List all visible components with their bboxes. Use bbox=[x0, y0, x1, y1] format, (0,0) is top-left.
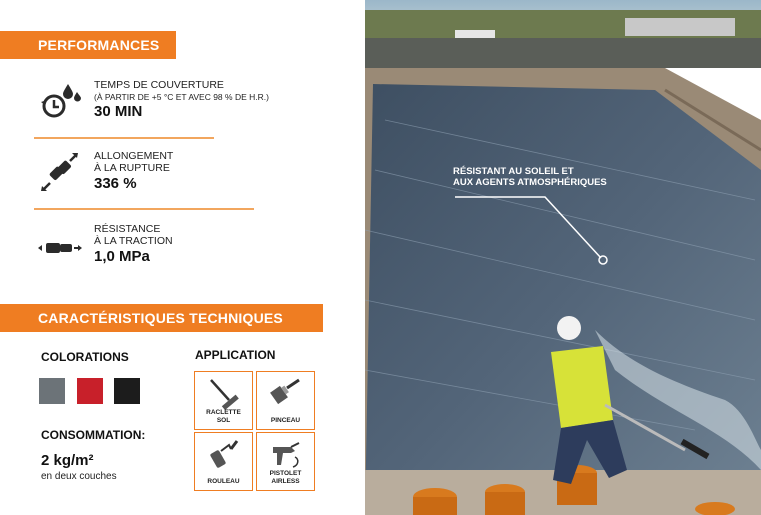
traction-label-1: RÉSISTANCE bbox=[94, 223, 161, 235]
separator bbox=[34, 208, 254, 210]
technical-sheet-panel bbox=[0, 0, 365, 515]
roof-application-photo bbox=[365, 0, 761, 515]
tool-roller bbox=[194, 432, 253, 491]
traction-icon bbox=[38, 224, 82, 268]
color-swatch-red bbox=[77, 378, 103, 404]
tool-paintbrush bbox=[256, 371, 315, 430]
consommation-value: 2 kg/m² bbox=[41, 452, 94, 469]
squeegee-icon bbox=[207, 378, 241, 410]
paint-roller-icon bbox=[207, 439, 241, 471]
clock-droplets-icon bbox=[38, 80, 82, 124]
tool-spray-gun bbox=[256, 432, 315, 491]
color-swatch-black bbox=[114, 378, 140, 404]
traction-label-2: À LA TRACTION bbox=[94, 234, 173, 247]
tool-label-1: ROULEAU bbox=[207, 477, 240, 485]
tool-label-1: PINCEAU bbox=[270, 416, 301, 424]
elongation-value: 336 % bbox=[94, 175, 137, 192]
spray-gun-icon bbox=[269, 439, 303, 471]
caracteristiques-heading: CARACTÉRISTIQUES TECHNIQUES bbox=[0, 304, 323, 332]
tool-label-1: RACLETTE bbox=[206, 409, 241, 416]
photo-illustration bbox=[365, 0, 761, 515]
photo-annotation bbox=[453, 166, 623, 188]
elongation-icon bbox=[38, 151, 82, 195]
paintbrush-icon bbox=[269, 378, 303, 410]
performances-heading: PERFORMANCES bbox=[0, 31, 176, 59]
consommation-heading: CONSOMMATION: bbox=[41, 428, 146, 442]
application-heading: APPLICATION bbox=[195, 348, 276, 362]
tool-label-1: PISTOLET bbox=[269, 470, 302, 477]
tool-label-2: AIRLESS bbox=[271, 477, 300, 485]
annotation-line-1: RÉSISTANT AU SOLEIL ET bbox=[453, 166, 574, 177]
separator bbox=[34, 137, 214, 139]
color-swatch-grey bbox=[39, 378, 65, 404]
annotation-line-2: AUX AGENTS ATMOSPHÉRIQUES bbox=[453, 177, 607, 188]
coverage-label-2: (À PARTIR DE +5 °C ET AVEC 98 % DE H.R.) bbox=[94, 91, 269, 102]
coverage-label-1: TEMPS DE COUVERTURE bbox=[94, 79, 224, 91]
elongation-label-2: À LA RUPTURE bbox=[94, 161, 170, 174]
traction-value: 1,0 MPa bbox=[94, 248, 150, 265]
colorations-heading: COLORATIONS bbox=[41, 350, 129, 364]
coverage-value: 30 MIN bbox=[94, 102, 143, 120]
tool-label-2: SOL bbox=[216, 416, 231, 424]
elongation-label-1: ALLONGEMENT bbox=[94, 150, 174, 162]
consommation-note: en deux couches bbox=[41, 471, 117, 482]
tool-squeegee bbox=[194, 371, 253, 430]
